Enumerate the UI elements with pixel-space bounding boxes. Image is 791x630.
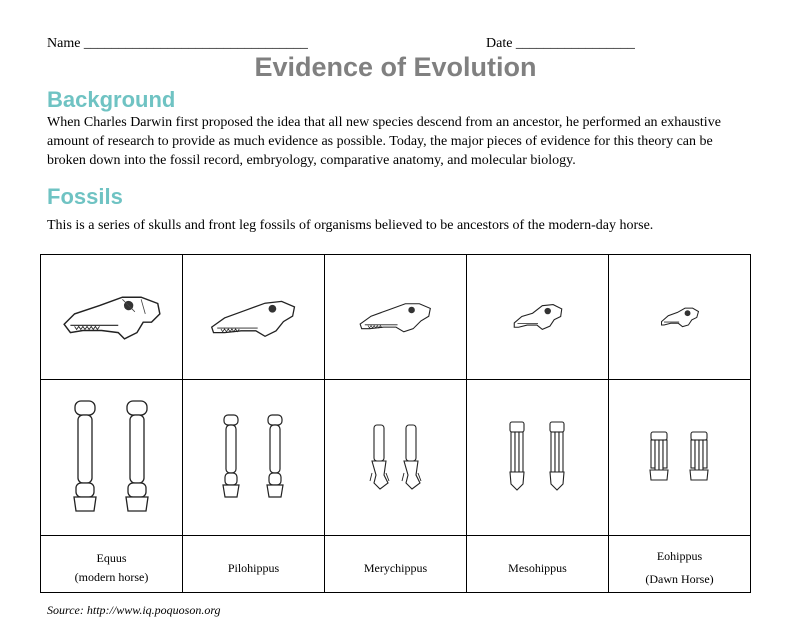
mesohippus-leg-bones-icon <box>506 420 570 496</box>
species-label-merychippus <box>325 536 467 593</box>
species-name: Eohippus <box>656 549 703 563</box>
page-title: Evidence of Evolution <box>254 52 537 82</box>
leg-row <box>41 380 751 536</box>
equus-skull-icon <box>60 287 164 347</box>
eohippus-leg-bones-icon <box>647 430 713 486</box>
leg-cell-pilohippus <box>183 380 325 536</box>
skull-cell-equus <box>41 255 183 380</box>
species-name: Mesohippus <box>508 560 567 575</box>
leg-cell-equus <box>41 380 183 536</box>
species-label-equus <box>41 536 183 593</box>
leg-cell-mesohippus <box>467 380 609 536</box>
mesohippus-skull-icon <box>511 298 565 336</box>
skull-cell-merychippus <box>325 255 467 380</box>
skull-row <box>41 255 751 380</box>
pilohippus-leg-bones-icon <box>214 413 294 503</box>
skull-cell-eohippus <box>609 255 751 380</box>
fossil-table <box>40 254 751 593</box>
species-note: (modern horse) <box>74 570 149 584</box>
merychippus-skull-icon <box>357 294 435 340</box>
background-paragraph: When Charles Darwin first proposed the idea that all new species descend from an ancestor, he performed an exhaustive amount of research to provide as much evidence as possible. Today, the major pieces of evidence for this theory can be broken down into the fossil record, embryology, comparative anatomy, and molecular biology. <box>47 115 721 168</box>
leg-cell-eohippus <box>609 380 751 536</box>
species-label-eohippus <box>609 536 751 593</box>
species-label-pilohippus <box>183 536 325 593</box>
merychippus-leg-bones-icon <box>366 423 426 493</box>
fossils-intro: This is a series of skulls and front leg fossils of organisms believed to be ancestors of the modern-day horse. <box>47 218 654 233</box>
eohippus-skull-icon <box>659 302 701 332</box>
pilohippus-skull-icon <box>208 289 300 345</box>
skull-cell-mesohippus <box>467 255 609 380</box>
fossils-heading: Fossils <box>47 184 123 209</box>
name-field-line: Name ________________________________ <box>47 36 308 51</box>
source-citation: Source: http://www.iq.poquoson.org <box>47 603 221 617</box>
skull-cell-pilohippus <box>183 255 325 380</box>
leg-cell-merychippus <box>325 380 467 536</box>
species-note: (Dawn Horse) <box>645 572 714 586</box>
species-name: Equus <box>96 551 127 565</box>
background-heading: Background <box>47 87 176 112</box>
equus-leg-bones-icon <box>67 399 157 517</box>
species-name: Merychippus <box>363 560 428 575</box>
date-field-line: Date _________________ <box>486 36 635 51</box>
species-name: Pilohippus <box>227 560 280 575</box>
species-label-mesohippus <box>467 536 609 593</box>
species-label-row <box>41 536 751 593</box>
